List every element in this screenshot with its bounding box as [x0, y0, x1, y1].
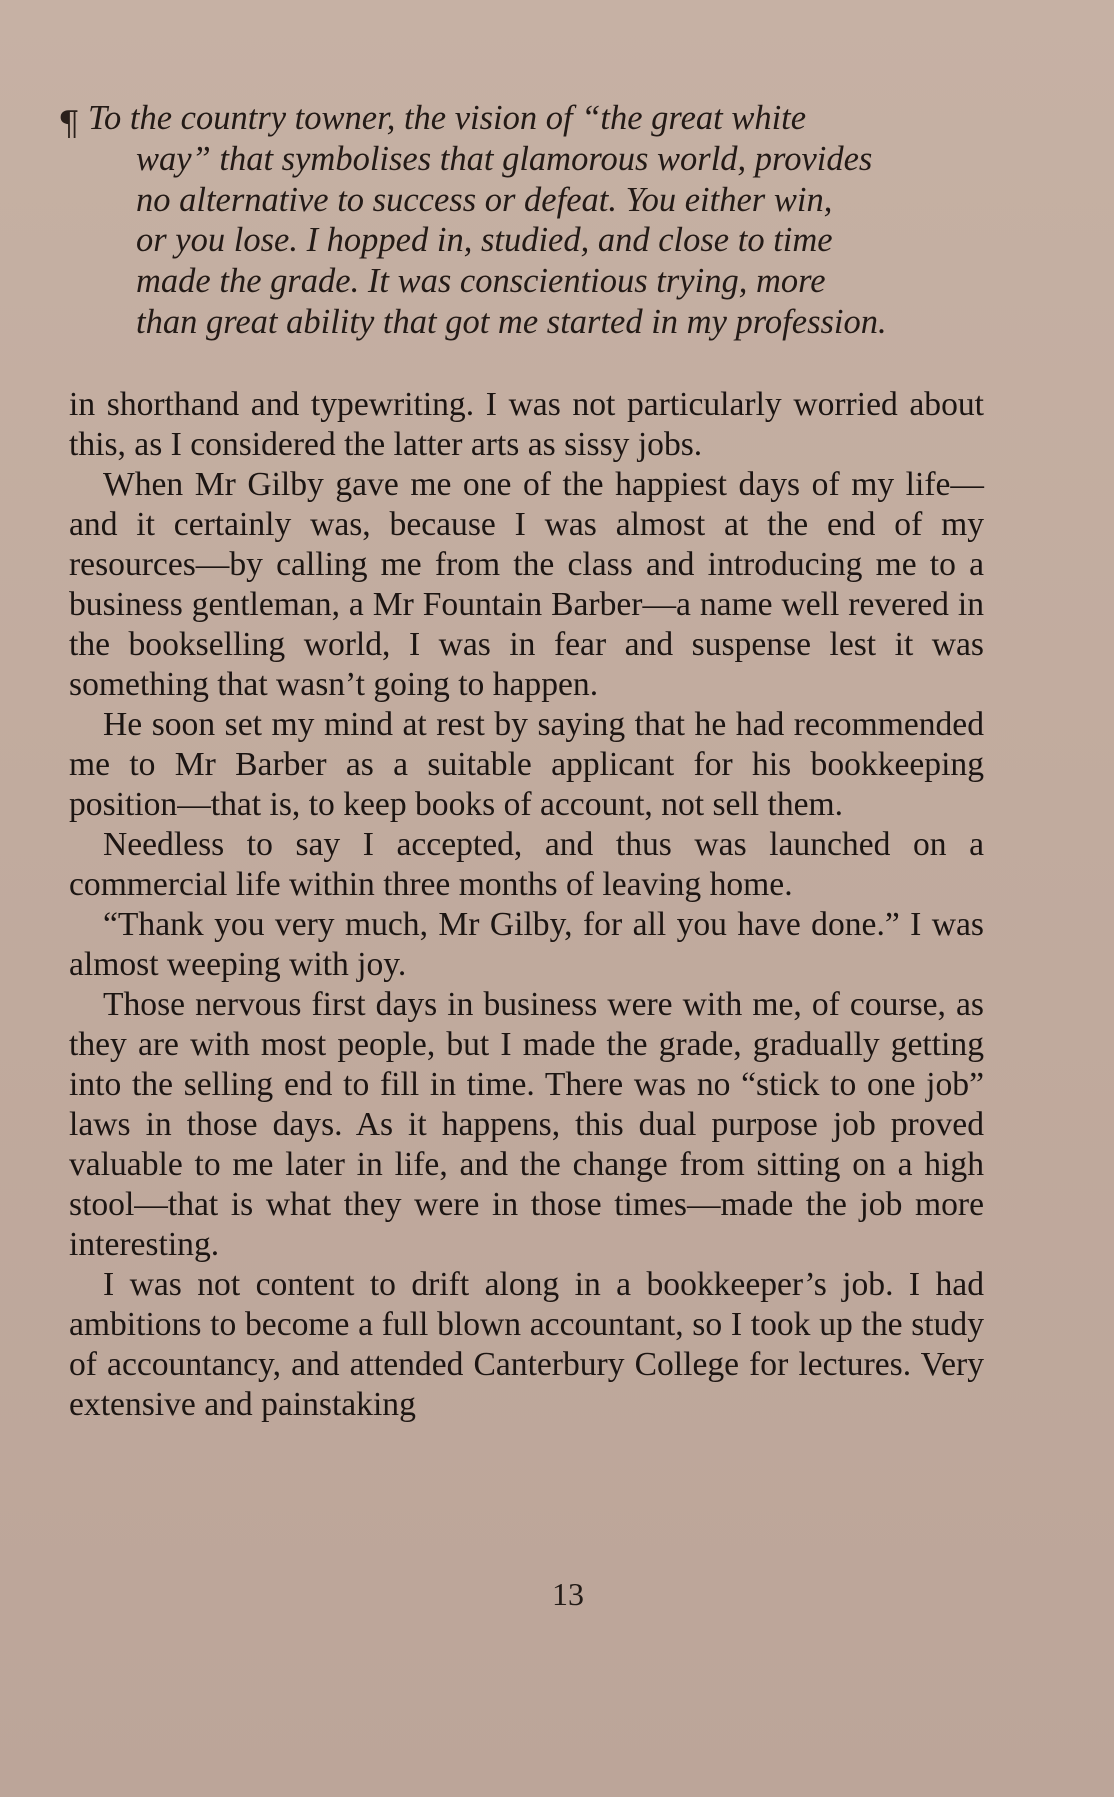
paragraph: “Thank you very much, Mr Gilby, for all you have done.” I was almost weeping with joy. — [69, 906, 984, 983]
paragraph: Needless to say I accepted, and thus was launched on a commercial life within three months of leaving home. — [69, 826, 984, 903]
body-text — [69, 385, 984, 1425]
paragraph: He soon set my mind at rest by saying that he had recommended me to Mr Barber as a suitable applicant for his bookkeeping position—that is, to keep books of account, not sell them. — [69, 706, 984, 823]
epigraph-line: made the grade. It was conscientious trying, more — [136, 262, 826, 301]
page-number: 13 — [552, 1576, 584, 1612]
epigraph — [88, 98, 988, 343]
paragraph: When Mr Gilby gave me one of the happiest days of my life—and it certainly was, because I was almost at the end of my resources—by calling me from the class and introducing me to a business gentleman, a Mr Fountain Barber—a name well revered in the bookselling world, I was in fear and suspense lest it was something that wasn’t going to happen. — [69, 466, 984, 703]
epigraph-line: way” that symbolises that glamorous world, provides — [136, 139, 873, 178]
epigraph-line: than great ability that got me started in my profession. — [136, 302, 887, 341]
paragraph: in shorthand and typewriting. I was not particularly worried about this, as I considered the latter arts as sissy jobs. — [69, 386, 984, 463]
paragraph: I was not content to drift along in a bookkeeper’s job. I had ambitions to become a full blown accountant, so I took up the study of accountancy, and attended Canterbury College for lectures. Very extensive and painstaking — [69, 1266, 984, 1423]
pilcrow-marker: ¶ — [58, 104, 80, 144]
epigraph-line: or you lose. I hopped in, studied, and close to time — [136, 221, 833, 260]
epigraph-line: To the country towner, the vision of “the great white — [88, 99, 807, 137]
epigraph-line: no alternative to success or defeat. You either win, — [136, 180, 833, 219]
paragraph: Those nervous first days in business were with me, of course, as they are with most people, but I made the grade, gradually getting into the selling end to fill in time. There was no “stick to one job” laws in those days. As it happens, this dual purpose job proved valuable to me later in life, and the change from sitting on a high stool—that is what they were in those times—made the job more interesting. — [69, 986, 984, 1263]
